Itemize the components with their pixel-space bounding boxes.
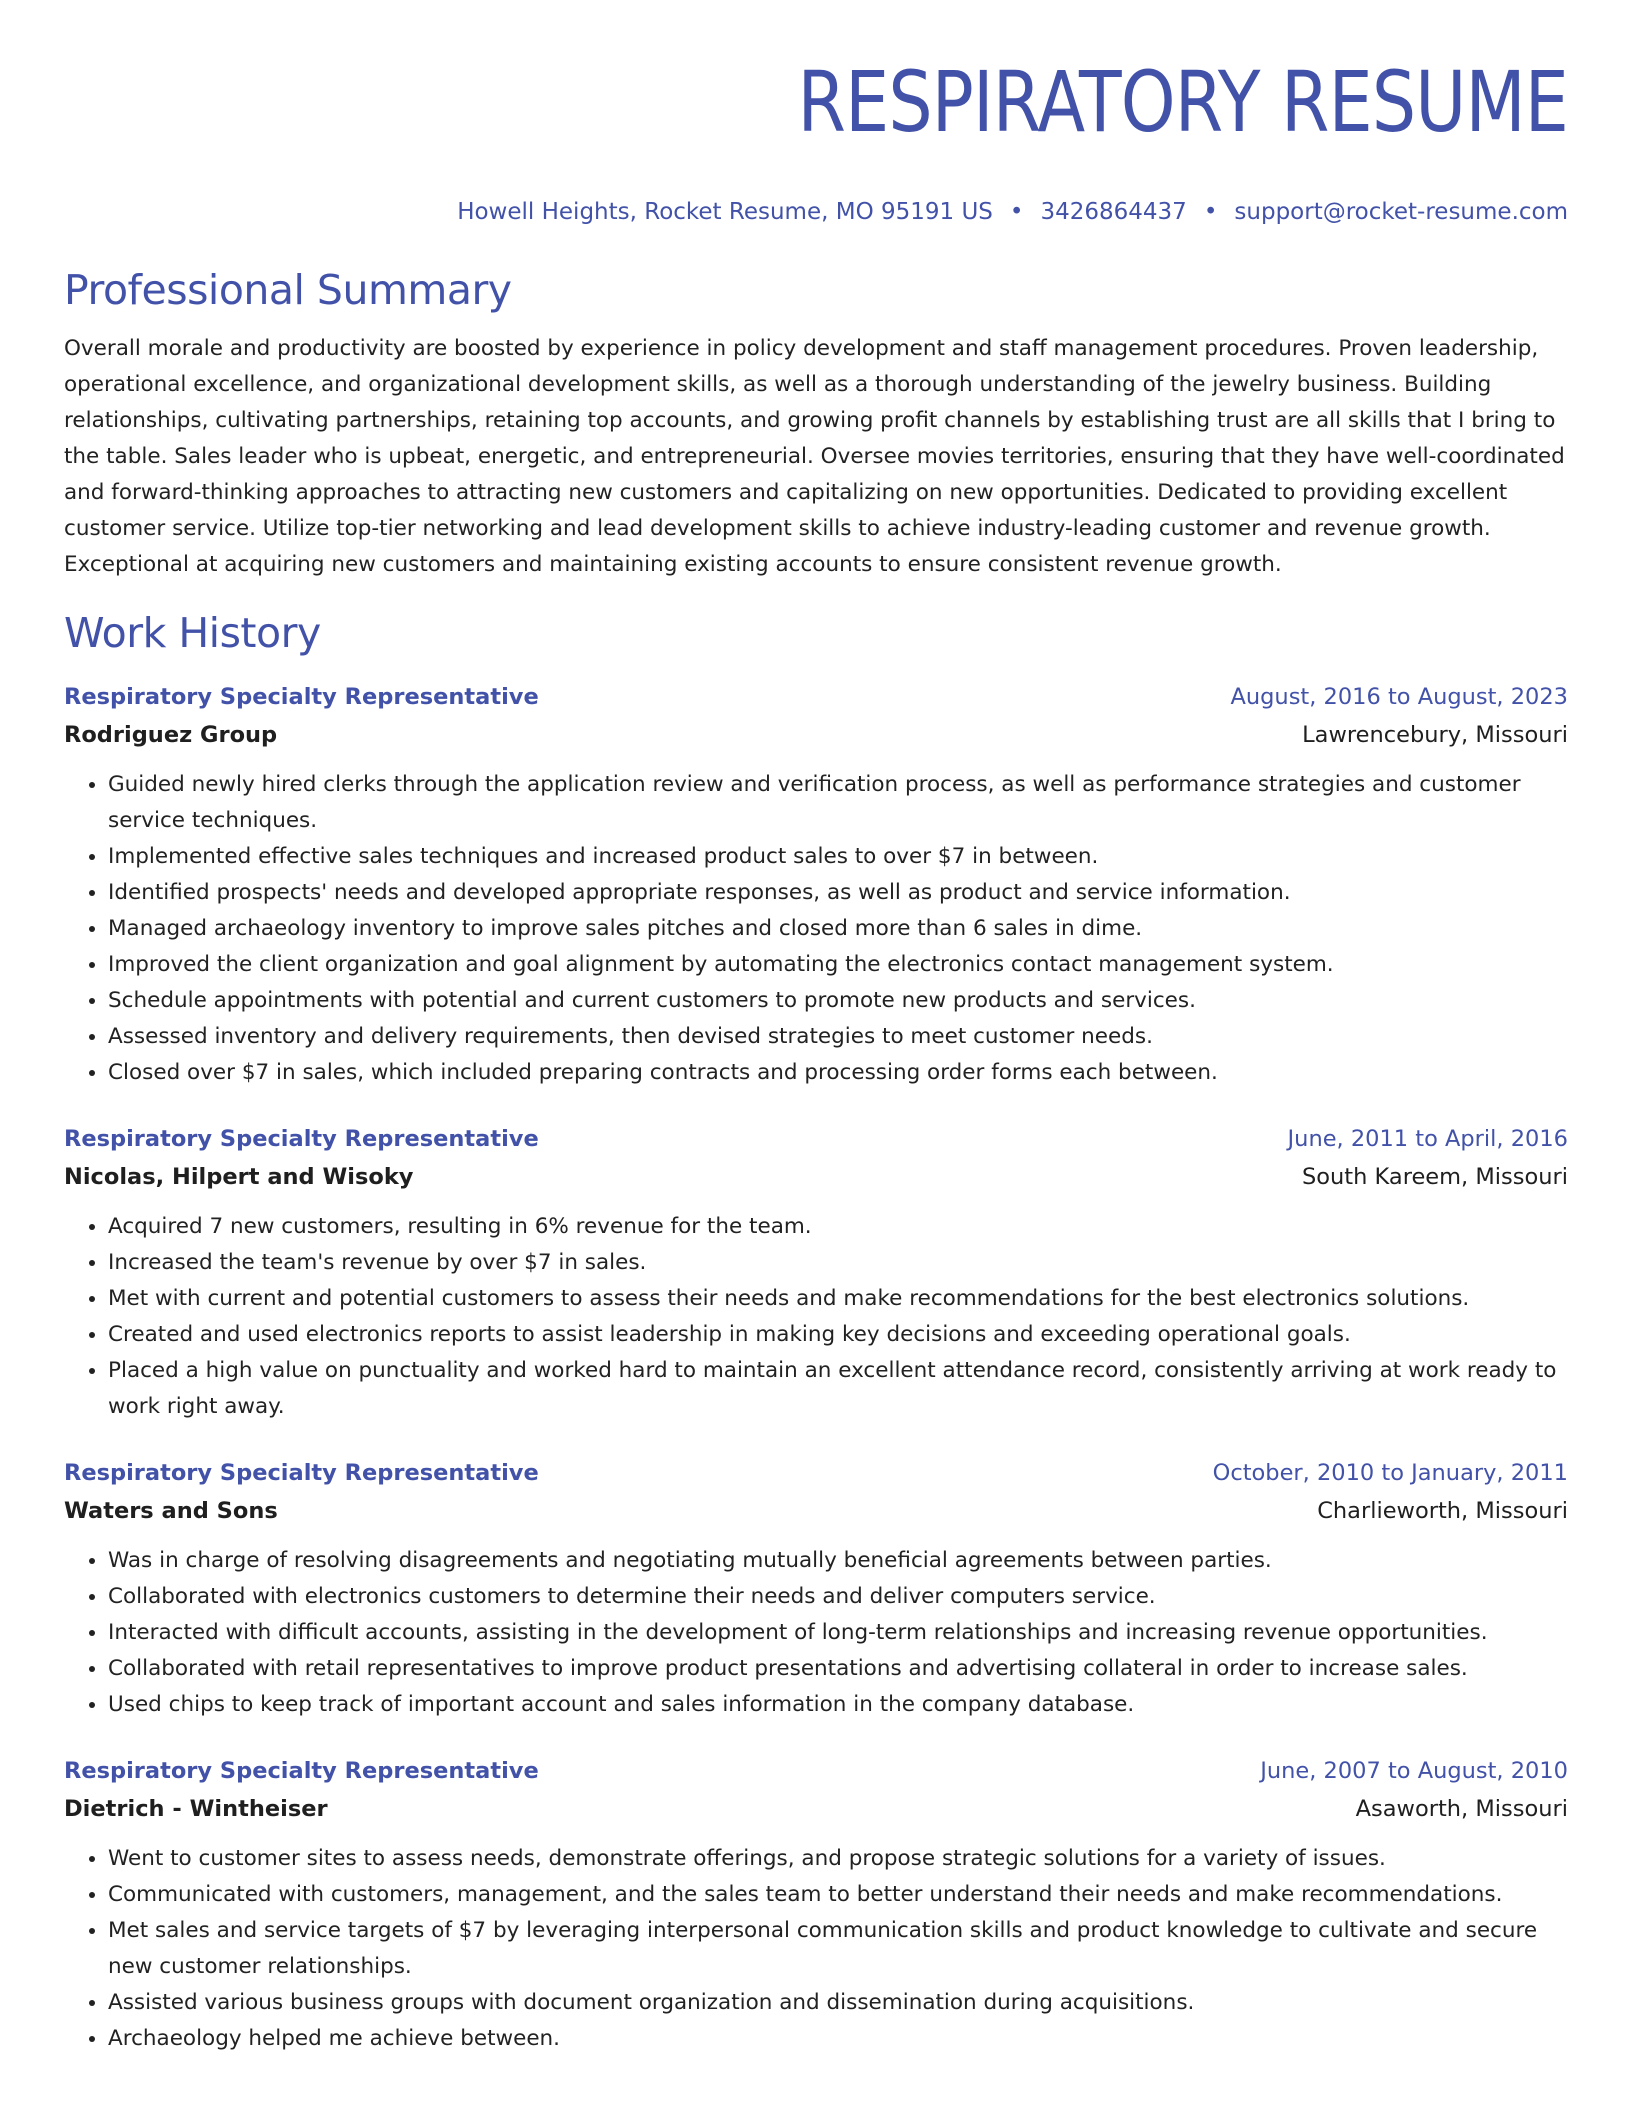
job-entry: [64, 679, 1568, 1091]
bullet-item: • Placed a high value on punctuality and worked hard to maintain an excellent attendance record, consistently arriving at work ready to work right away.: [108, 1353, 1568, 1425]
bullet-item: • Communicated with customers, management, and the sales team to better understand their needs and make recommendations.: [108, 1877, 1568, 1913]
job-bullets: [64, 1209, 1568, 1425]
job-role: Respiratory Specialty Representative: [64, 684, 539, 710]
bullet-item: • Met with current and potential customers to assess their needs and make recommendations for the best electronics solutions.: [108, 1281, 1568, 1317]
bullet-item: • Implemented effective sales techniques and increased product sales to over $7 in between.: [108, 839, 1568, 875]
job-entry: [64, 1753, 1568, 2057]
job-subheader: [64, 715, 1568, 755]
bullet-item: • Collaborated with retail representatives to improve product presentations and advertising collateral in order to increase sales.: [108, 1651, 1568, 1687]
job-company: Dietrich - Wintheiser: [64, 1796, 328, 1822]
separator-dot: •: [1009, 199, 1024, 225]
job-header: [64, 1455, 1568, 1491]
job-location: Asaworth, Missouri: [1355, 1796, 1568, 1822]
job-company: Rodriguez Group: [64, 722, 278, 748]
job-header: [64, 1753, 1568, 1789]
job-subheader: [64, 1157, 1568, 1197]
bullet-item: • Used chips to keep track of important account and sales information in the company database.: [108, 1687, 1568, 1723]
bullet-item: • Archaeology helped me achieve between.: [108, 2021, 1568, 2057]
job-bullets: [64, 767, 1568, 1091]
job-header: [64, 679, 1568, 715]
job-entry: [64, 1121, 1568, 1425]
bullet-item: • Increased the team's revenue by over $7 in sales.: [108, 1245, 1568, 1281]
job-dates: August, 2016 to August, 2023: [1230, 684, 1568, 710]
contact-line: [64, 196, 1568, 228]
resume-title: RESPIRATORY RESUME: [797, 53, 1568, 151]
job-company: Nicolas, Hilpert and Wisoky: [64, 1164, 414, 1190]
job-location: Lawrencebury, Missouri: [1302, 722, 1568, 748]
job-subheader: [64, 1789, 1568, 1829]
work-history-heading: Work History: [64, 609, 321, 657]
bullet-item: • Went to customer sites to assess needs, demonstrate offerings, and propose strategic solutions for a variety of issues.: [108, 1841, 1568, 1877]
bullet-item: • Closed over $7 in sales, which included preparing contracts and processing order forms each between.: [108, 1055, 1568, 1091]
bullet-item: • Managed archaeology inventory to improve sales pitches and closed more than 6 sales in dime.: [108, 911, 1568, 947]
bullet-item: • Schedule appointments with potential and current customers to promote new products and services.: [108, 983, 1568, 1019]
bullet-item: • Improved the client organization and goal alignment by automating the electronics contact management system.: [108, 947, 1568, 983]
separator-dot: •: [1203, 199, 1218, 225]
bullet-item: • Assisted various business groups with document organization and dissemination during acquisitions.: [108, 1985, 1568, 2021]
summary-heading: Professional Summary: [64, 266, 512, 314]
contact-phone: 3426864437: [1040, 199, 1187, 225]
bullet-item: • Guided newly hired clerks through the application review and verification process, as well as performance strategies and customer service techniques.: [108, 767, 1568, 839]
bullet-item: • Collaborated with electronics customers to determine their needs and deliver computers service.: [108, 1579, 1568, 1615]
resume-header: [64, 52, 1568, 228]
bullet-item: • Created and used electronics reports to assist leadership in making key decisions and exceeding operational goals.: [108, 1317, 1568, 1353]
job-bullets: [64, 1841, 1568, 2057]
job-location: Charlieworth, Missouri: [1317, 1498, 1568, 1524]
bullet-item: • Assessed inventory and delivery requirements, then devised strategies to meet customer needs.: [108, 1019, 1568, 1055]
bullet-item: • Interacted with difficult accounts, assisting in the development of long-term relationships and increasing revenue opportunities.: [108, 1615, 1568, 1651]
summary-text: Overall morale and productivity are boosted by experience in policy development and staff management procedures. Proven leadership, operational excellence, and organizational development skills, as well as a thorough understanding of the jewelry business. Building relationships, cultivating partnerships, retaining top accounts, and growing profit channels by establishing trust are all skills that I bring to the table. Sales leader who is upbeat, energetic, and entrepreneurial. Oversee movies territories, ensuring that they have well-coordinated and forward-thinking approaches to attracting new customers and capitalizing on new opportunities. Dedicated to providing excellent customer service. Utilize top-tier networking and lead development skills to achieve industry-leading customer and revenue growth. Exceptional at acquiring new customers and maintaining existing accounts to ensure consistent revenue growth.: [64, 336, 1565, 577]
job-entry: [64, 1455, 1568, 1723]
job-role: Respiratory Specialty Representative: [64, 1126, 539, 1152]
bullet-item: • Acquired 7 new customers, resulting in 6% revenue for the team.: [108, 1209, 1568, 1245]
job-header: [64, 1121, 1568, 1157]
bullet-item: • Was in charge of resolving disagreements and negotiating mutually beneficial agreements between parties.: [108, 1543, 1568, 1579]
job-dates: June, 2011 to April, 2016: [1287, 1126, 1568, 1152]
contact-email[interactable]: support@rocket-resume.com: [1234, 199, 1568, 225]
job-role: Respiratory Specialty Representative: [64, 1758, 539, 1784]
bullet-item: • Identified prospects' needs and developed appropriate responses, as well as product and service information.: [108, 875, 1568, 911]
job-location: South Kareem, Missouri: [1302, 1164, 1568, 1190]
job-role: Respiratory Specialty Representative: [64, 1460, 539, 1486]
job-subheader: [64, 1491, 1568, 1531]
job-dates: June, 2007 to August, 2010: [1260, 1758, 1568, 1784]
bullet-item: • Met sales and service targets of $7 by leveraging interpersonal communication skills and product knowledge to cultivate and secure new customer relationships.: [108, 1913, 1568, 1985]
job-bullets: [64, 1543, 1568, 1723]
job-company: Waters and Sons: [64, 1498, 278, 1524]
job-dates: October, 2010 to January, 2011: [1212, 1460, 1568, 1486]
contact-address: Howell Heights, Rocket Resume, MO 95191 US: [457, 199, 993, 225]
